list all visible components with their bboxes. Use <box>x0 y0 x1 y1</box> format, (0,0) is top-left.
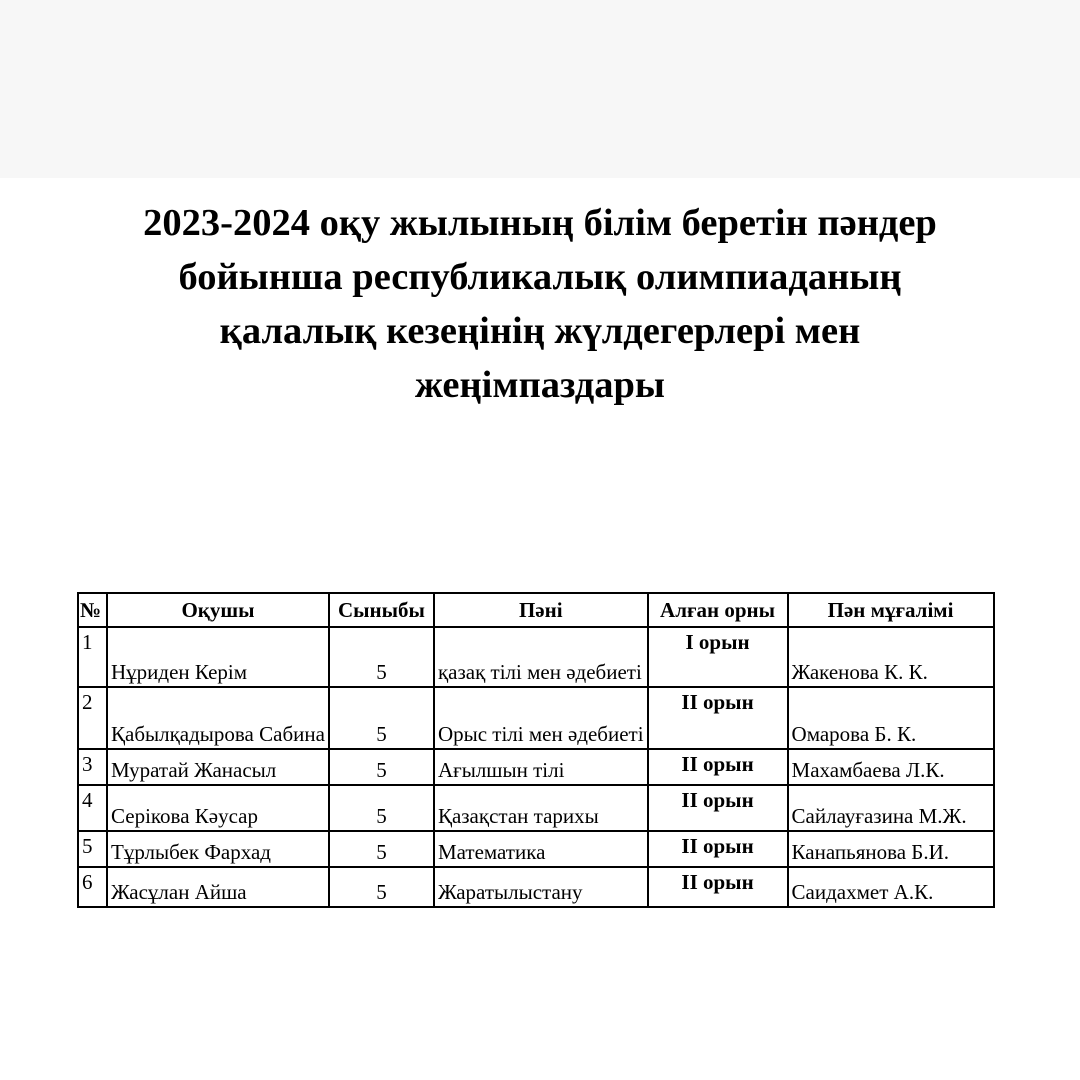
title-line: қалалық кезеңінің жүлдегерлері мен <box>219 310 861 352</box>
table-row <box>78 785 994 831</box>
cell-student: Муратай Жанасыл <box>107 749 329 785</box>
cell-number: 1 <box>78 627 107 687</box>
cell-grade: 5 <box>329 687 434 749</box>
table-row <box>78 627 994 687</box>
cell-number: 4 <box>78 785 107 831</box>
cell-teacher: Канапьянова Б.И. <box>788 831 994 867</box>
header-grade: Сыныбы <box>329 593 434 627</box>
cell-student: Жасұлан Айша <box>107 867 329 907</box>
cell-place: ІІ орын <box>648 687 788 749</box>
cell-number: 5 <box>78 831 107 867</box>
table-row <box>78 749 994 785</box>
cell-student: Нұриден Керім <box>107 627 329 687</box>
header-place: Алған орны <box>648 593 788 627</box>
cell-place: І орын <box>648 627 788 687</box>
winners-table <box>77 592 995 908</box>
cell-grade: 5 <box>329 831 434 867</box>
cell-place: ІІ орын <box>648 831 788 867</box>
table-row <box>78 831 994 867</box>
title-line: бойынша республикалық олимпиаданың <box>178 256 902 298</box>
cell-subject: Қазақстан тарихы <box>434 785 648 831</box>
cell-student: Тұрлыбек Фархад <box>107 831 329 867</box>
cell-place: ІІ орын <box>648 749 788 785</box>
cell-grade: 5 <box>329 627 434 687</box>
cell-grade: 5 <box>329 785 434 831</box>
table-row <box>78 687 994 749</box>
cell-teacher: Омарова Б. К. <box>788 687 994 749</box>
cell-student: Серікова Кәусар <box>107 785 329 831</box>
table-header-row <box>78 593 994 627</box>
title-line: жеңімпаздары <box>414 364 665 406</box>
cell-number: 6 <box>78 867 107 907</box>
table-row <box>78 867 994 907</box>
cell-subject: қазақ тілі мен әдебиеті <box>434 627 648 687</box>
cell-subject: Жаратылыстану <box>434 867 648 907</box>
cell-teacher: Сайлауғазина М.Ж. <box>788 785 994 831</box>
cell-subject: Математика <box>434 831 648 867</box>
header-student: Оқушы <box>107 593 329 627</box>
cell-subject: Орыс тілі мен әдебиеті <box>434 687 648 749</box>
cell-student: Қабылқадырова Сабина <box>107 687 329 749</box>
cell-grade: 5 <box>329 867 434 907</box>
cell-number: 3 <box>78 749 107 785</box>
cell-place: ІІ орын <box>648 867 788 907</box>
title-line: 2023-2024 оқу жылының білім беретін пәндер <box>143 202 937 244</box>
document-title <box>60 196 1020 412</box>
cell-grade: 5 <box>329 749 434 785</box>
cell-number: 2 <box>78 687 107 749</box>
top-blank-band <box>0 0 1080 178</box>
cell-place: ІІ орын <box>648 785 788 831</box>
header-subject: Пәні <box>434 593 648 627</box>
cell-subject: Ағылшын тілі <box>434 749 648 785</box>
cell-teacher: Жакенова К. К. <box>788 627 994 687</box>
header-number: № <box>78 593 107 627</box>
cell-teacher: Махамбаева Л.К. <box>788 749 994 785</box>
cell-teacher: Саидахмет А.К. <box>788 867 994 907</box>
header-teacher: Пән мұғалімі <box>788 593 994 627</box>
